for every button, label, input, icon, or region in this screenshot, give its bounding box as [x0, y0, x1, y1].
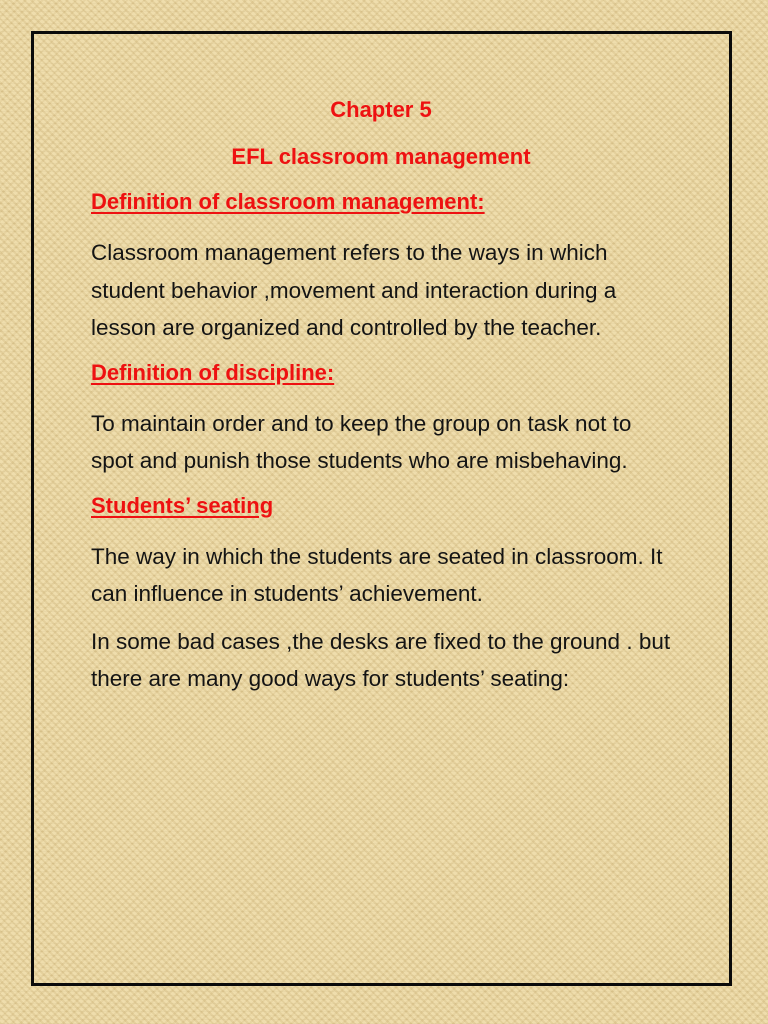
chapter-title: Chapter 5: [330, 97, 432, 122]
paragraph-classroom-management-definition: Classroom management refers to the ways in which student behavior ,movement and interaction during a lesson are organized and controlled by the teacher.: [91, 240, 617, 340]
chapter-subtitle: EFL classroom management: [231, 144, 531, 169]
section-heading-discipline: Definition of discipline:: [91, 359, 335, 385]
document-content: [91, 91, 671, 708]
paragraph-seating-cases: In some bad cases ,the desks are fixed to the ground . but there are many good ways for students’ seating:: [91, 628, 671, 691]
paragraph-seating-definition: The way in which the students are seated in classroom. It can influence in students’ achievement.: [91, 543, 663, 606]
section-heading-classroom-management: Definition of classroom management:: [91, 189, 485, 214]
paragraph-discipline-definition: To maintain order and to keep the group on task not to spot and punish those students who are misbehaving.: [91, 410, 632, 473]
section-heading-students-seating: Students’ seating: [91, 492, 274, 518]
